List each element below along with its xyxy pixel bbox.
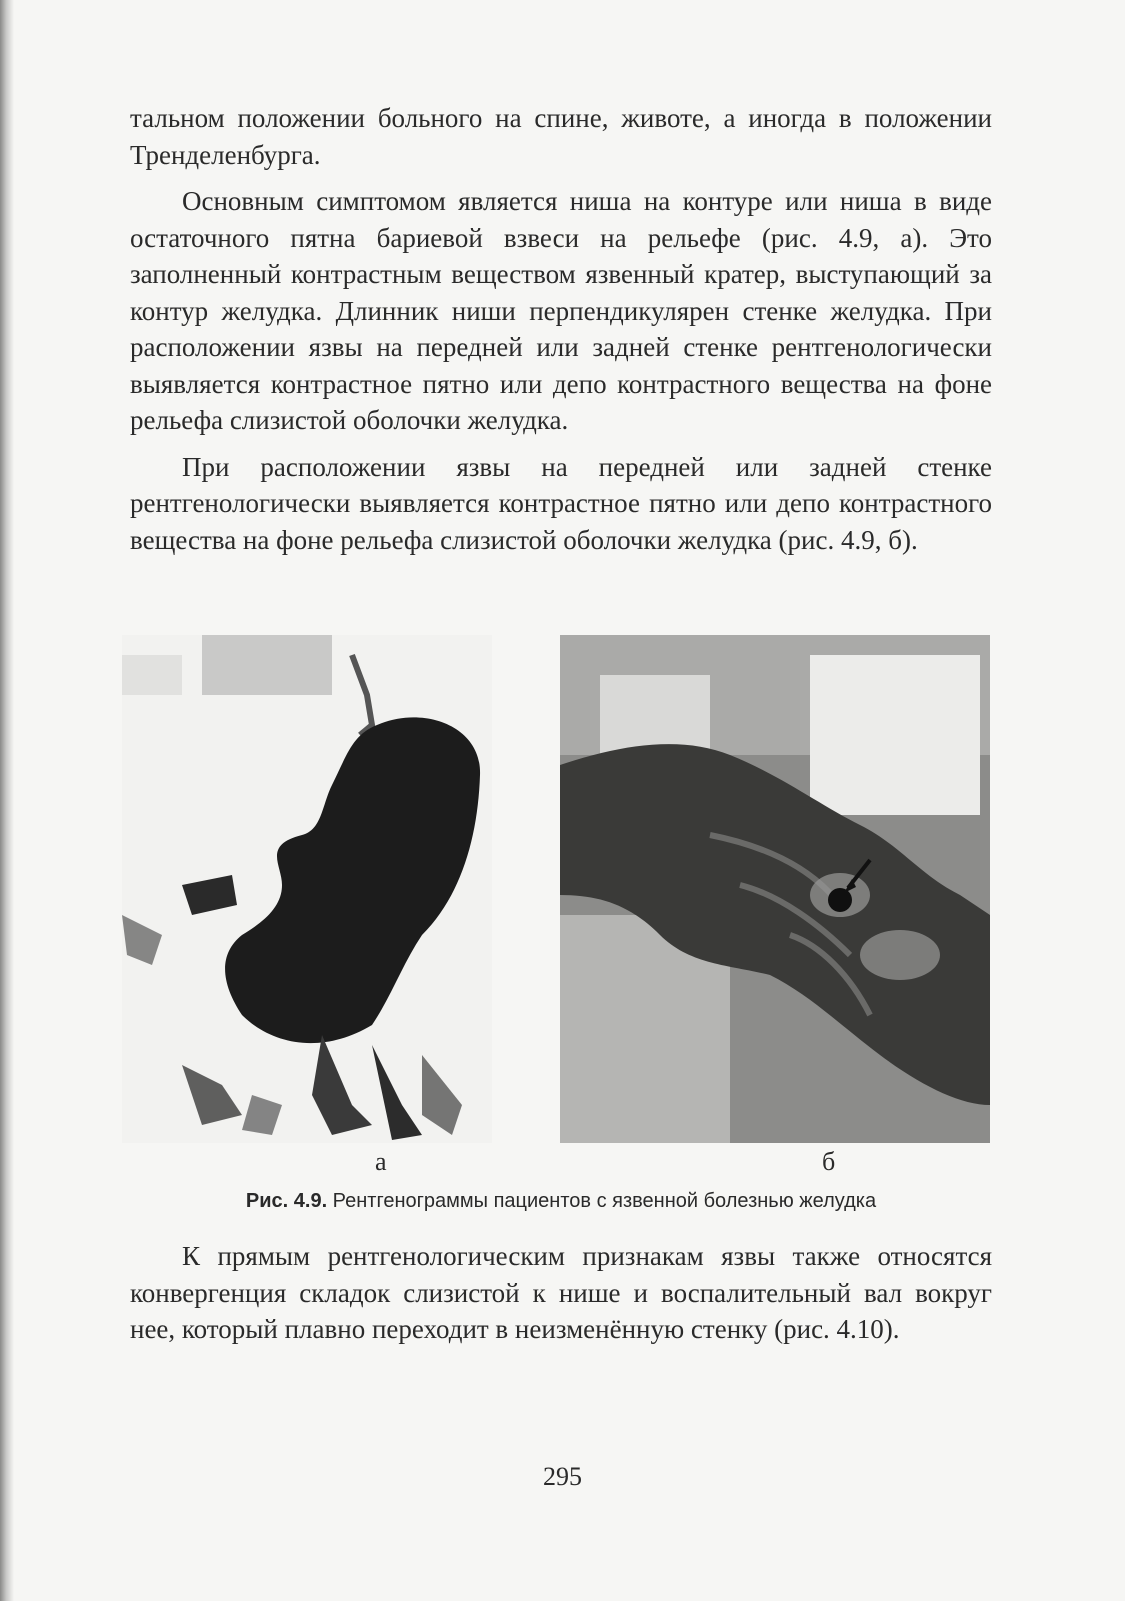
figure-caption-text: Рентгенограммы пациентов с язвенной болезнью желудка bbox=[327, 1190, 877, 1212]
text-block-top bbox=[130, 100, 992, 558]
figure-caption-prefix: Рис. 4.9. bbox=[245, 1190, 328, 1212]
figure-caption bbox=[130, 1190, 992, 1213]
page-number: 295 bbox=[543, 1462, 582, 1491]
radiograph-a-image bbox=[122, 635, 492, 1143]
figure-label-a: а bbox=[375, 1147, 387, 1176]
text-block-bottom bbox=[130, 1238, 992, 1348]
figure-4-9 bbox=[0, 635, 1125, 1176]
figure-label-b: б bbox=[822, 1147, 836, 1176]
paragraph-2: Основным симптомом является ниша на контуре или ниша в виде остаточного пятна бариевой взвеси на рельефе (рис. 4.9, а). Это заполненный контрастным веществом язвенный кратер, выступающий за контур желудка. Длинник ниши перпендикулярен стенке желудка. При расположении язвы на передней или задней стенке рентгенологически выявляется контрастное пятно или депо контрастного вещества на фоне рельефа слизистой оболочки желудка. bbox=[130, 186, 992, 435]
paragraph-4: К прямым рентгенологическим признакам язвы также относятся конвергенция складок слизистой к нише и воспалительный вал вокруг нее, который плавно переходит в неизменённую стенку (рис. 4.10). bbox=[130, 1241, 992, 1344]
radiograph-b-image bbox=[560, 635, 990, 1143]
paragraph-1: тальном положении больного на спине, животе, а иногда в положении Тренделенбурга. bbox=[130, 103, 992, 170]
paragraph-3: При расположении язвы на передней или задней стенке рентгенологически выявляется контрастное пятно или депо контрастного вещества на фоне рельефа слизистой оболочки желудка (рис. 4.9, б). bbox=[130, 451, 992, 555]
